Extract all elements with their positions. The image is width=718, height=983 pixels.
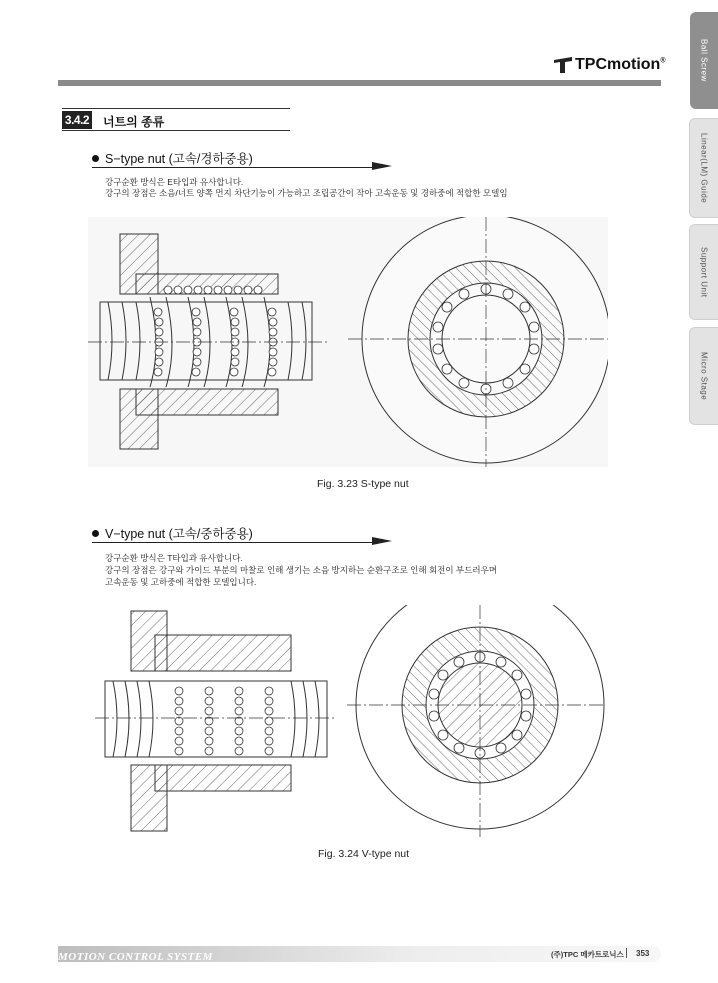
v-type-desc-1: 강구순환 방식은 T타입과 유사합니다. [105, 553, 243, 563]
brand-logo [554, 56, 666, 74]
footer-divider [626, 948, 627, 958]
tab-micro-stage-label: Micro Stage [699, 351, 709, 401]
s-type-heading [92, 149, 253, 167]
arrow-icon [372, 162, 392, 170]
logo-text: TPCmotion [575, 56, 661, 73]
page-number: 353 [636, 949, 650, 958]
v-type-heading-text: V−type nut (고속/중하중용) [105, 527, 253, 541]
s-type-desc-2: 강구의 장점은 소음/너트 양쪽 먼지 차단기능이 가능하고 조립공간이 작아 고속운동 및 경하중에 적합한 모델임 [105, 188, 508, 198]
header-rule [58, 80, 661, 86]
s-type-heading-text: S−type nut (고속/경하중용) [105, 152, 253, 166]
s-type-drawing [88, 217, 608, 467]
bullet-icon [92, 155, 99, 162]
section-rule-top [62, 108, 290, 109]
v-type-drawing [95, 605, 605, 837]
footer-tagline: MOTION CONTROL SYSTEM [58, 951, 213, 963]
section-rule-bottom [62, 130, 290, 131]
tab-linear-guide[interactable] [689, 118, 718, 218]
tab-ball-screw[interactable] [690, 12, 718, 109]
tab-support-unit[interactable] [689, 224, 718, 320]
s-type-underline [92, 167, 374, 168]
footer-company: (주)TPC 메카트로닉스 [551, 950, 624, 959]
v-type-desc-3: 고속운동 및 고하중에 적합한 모델입니다. [105, 577, 257, 587]
logo-registered: ® [660, 57, 666, 65]
section-number: 3.4.2 [62, 111, 92, 129]
tab-linear-guide-label: Linear(LM) Guide [699, 132, 709, 204]
v-type-heading [92, 524, 253, 542]
tab-micro-stage[interactable] [689, 327, 718, 425]
tab-support-unit-label: Support Unit [699, 246, 709, 298]
tpc-logo-icon [554, 57, 572, 73]
section-title: 너트의 종류 [103, 115, 165, 129]
v-type-caption: Fig. 3.24 V-type nut [318, 848, 410, 860]
arrow-icon [372, 537, 392, 545]
s-type-desc-1: 강구순환 방식은 E타입과 유사합니다. [105, 177, 244, 187]
tab-ball-screw-label: Ball Screw [699, 39, 709, 82]
s-type-caption: Fig. 3.23 S-type nut [317, 478, 409, 490]
v-type-underline [92, 542, 374, 543]
v-type-desc-2: 강구의 장점은 강구와 가이드 부분의 마찰로 인해 생기는 소음 방지하는 순환구조로 인해 회전이 부드러우며 [105, 565, 497, 575]
bullet-icon [92, 530, 99, 537]
